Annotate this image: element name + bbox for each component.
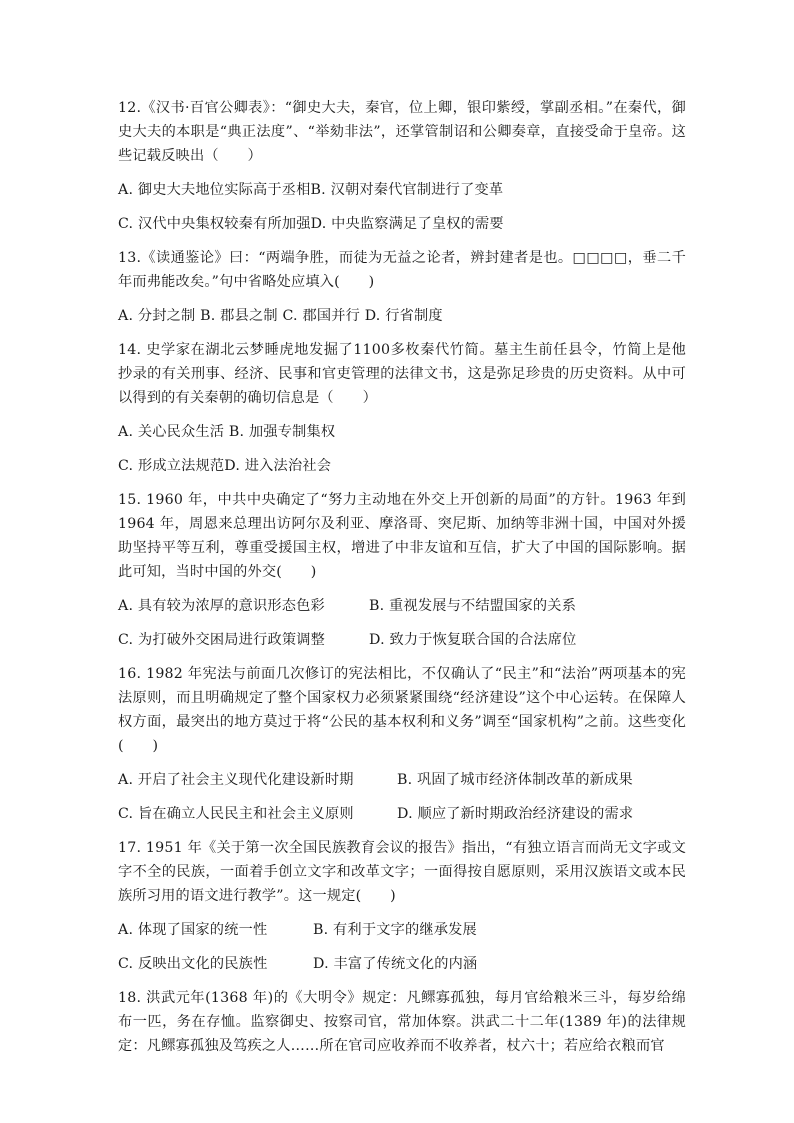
options-row bbox=[118, 768, 686, 792]
question-stem: 13.《读通鉴论》曰：“两端争胜，而徒为无益之论者，辨封建者是也。□□□□，垂二千年而弗能改矣。”句中省略处应填入( ) bbox=[118, 250, 686, 290]
options-row bbox=[118, 178, 686, 202]
question-16 bbox=[118, 662, 686, 826]
options-row bbox=[118, 212, 686, 236]
option-d: D. 顺应了新时期政治经济建设的需求 bbox=[397, 806, 634, 822]
option-a: A. 体现了国家的统一性 bbox=[118, 922, 268, 938]
option-c: C. 为打破外交困局进行政策调整 bbox=[118, 632, 326, 648]
question-stem: 15. 1960 年，中共中央确定了“努力主动地在外交上开创新的局面”的方针。1963 年到 1964 年，周恩来总理出访阿尔及利亚、摩洛哥、突尼斯、加纳等非洲十国，中国对外援助坚持平等互利，尊重受援国主权，增进了中非友谊和互信，扩大了中国的国际影响。据此可知，当时中国的外交( ) bbox=[118, 492, 686, 580]
options-row bbox=[118, 952, 686, 976]
option-c: C. 郡国并行 bbox=[282, 308, 360, 324]
options-row bbox=[118, 420, 686, 444]
option-b: B. 汉朝对秦代官制进行了变革 bbox=[310, 182, 504, 198]
option-c: C. 反映出文化的民族性 bbox=[118, 956, 268, 972]
option-c: C. 形成立法规范 bbox=[118, 458, 225, 474]
question-stem: 14. 史学家在湖北云梦睡虎地发掘了1100多枚秦代竹简。墓主生前任县令，竹简上是他抄录的有关刑事、经济、民事和官吏管理的法律文书，这是弥足珍贵的历史资料。从中可以得到的有关秦朝的确切信息是（ ） bbox=[118, 342, 686, 406]
options-row bbox=[118, 802, 686, 826]
question-14 bbox=[118, 338, 686, 478]
options-row bbox=[118, 918, 686, 942]
options-row bbox=[118, 454, 686, 478]
question-stem: 16. 1982 年宪法与前面几次修订的宪法相比，不仅确认了“民主”和“法治”两项基本的宪法原则，而且明确规定了整个国家权力必须紧紧围绕“经济建设”这个中心运转。在保障人权方面，最突出的地方莫过于将“公民的基本权利和义务”调至“国家机构”之前。这些变化( ) bbox=[118, 666, 686, 754]
option-d: D. 丰富了传统文化的内涵 bbox=[313, 956, 478, 972]
option-a: A. 御史大夫地位实际高于丞相 bbox=[118, 182, 311, 198]
option-a: A. 分封之制 bbox=[118, 308, 196, 324]
question-17 bbox=[118, 836, 686, 976]
exam-page bbox=[118, 96, 686, 1068]
options-row bbox=[118, 304, 686, 328]
options-row bbox=[118, 594, 686, 618]
question-18 bbox=[118, 986, 686, 1058]
option-c: C. 旨在确立人民民主和社会主义原则 bbox=[118, 806, 354, 822]
option-d: D. 行省制度 bbox=[364, 308, 443, 324]
option-b: B. 有利于文字的继承发展 bbox=[313, 922, 477, 938]
question-stem: 18. 洪武元年(1368 年)的《大明令》规定：凡鳏寡孤独，每月官给粮米三斗，每岁给绵布一匹，务在存恤。监察御史、按察司官，常加体察。洪武二十二年(1389 年)的法律规定：凡鳏寡孤独及笃疾之人……所在官司应收养而不收养者，杖六十；若应给衣粮而官 bbox=[118, 990, 686, 1054]
option-c: C. 汉代中央集权较秦有所加强 bbox=[118, 216, 311, 232]
question-stem: 12.《汉书·百官公卿表》：“御史大夫，秦官，位上卿，银印紫绶，掌副丞相。”在秦代，御史大夫的本职是“典正法度”、“举劾非法”，还掌管制诏和公卿奏章，直接受命于皇帝。这些记载反映出（ ） bbox=[118, 100, 686, 164]
options-row bbox=[118, 628, 686, 652]
option-a: A. 开启了社会主义现代化建设新时期 bbox=[118, 772, 354, 788]
option-d: D. 进入法治社会 bbox=[224, 458, 332, 474]
option-b: B. 郡县之制 bbox=[200, 308, 278, 324]
option-d: D. 致力于恢复联合国的合法席位 bbox=[369, 632, 577, 648]
option-a: A. 具有较为浓厚的意识形态色彩 bbox=[118, 598, 325, 614]
question-stem: 17. 1951 年《关于第一次全国民族教育会议的报告》指出，“有独立语言而尚无文字或文字不全的民族，一面着手创立文字和改革文字；一面得按自愿原则，采用汉族语文或本民族所习用的语文进行教学”。这一规定( ) bbox=[118, 840, 686, 904]
option-b: B. 重视发展与不结盟国家的关系 bbox=[369, 598, 577, 614]
option-a: A. 关心民众生活 bbox=[118, 424, 225, 440]
option-b: B. 加强专制集权 bbox=[228, 424, 336, 440]
question-12 bbox=[118, 96, 686, 236]
option-d: D. 中央监察满足了皇权的需要 bbox=[310, 216, 504, 232]
question-13 bbox=[118, 246, 686, 328]
option-b: B. 巩固了城市经济体制改革的新成果 bbox=[397, 772, 633, 788]
question-15 bbox=[118, 488, 686, 652]
